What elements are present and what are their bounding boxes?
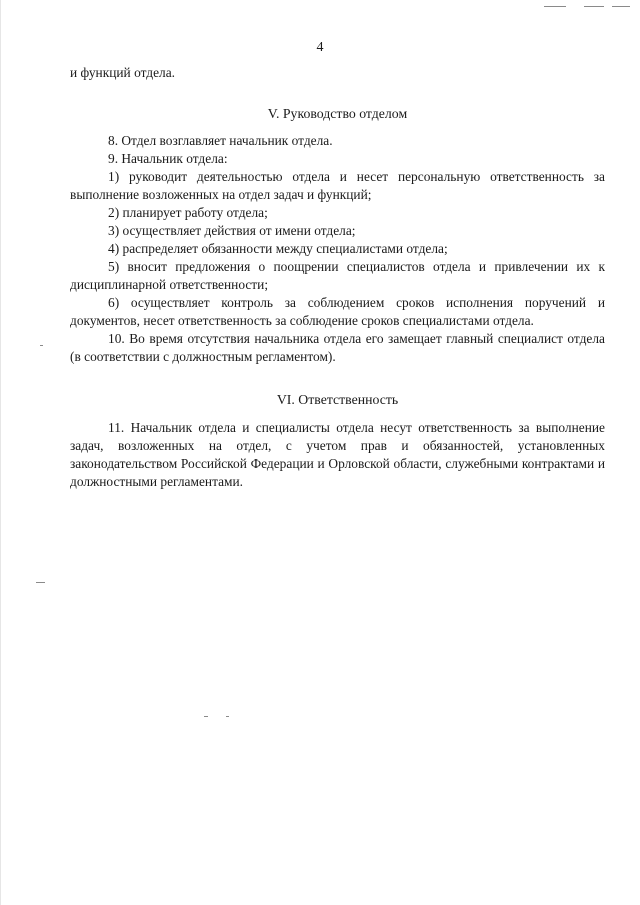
scan-edge: [0, 0, 1, 905]
scan-artifact: [612, 6, 630, 7]
section-heading-vi: VI. Ответственность: [276, 392, 399, 407]
scan-artifact: [40, 345, 43, 346]
paragraph-9: 9. Начальник отдела:: [108, 151, 228, 166]
scan-artifact: [226, 716, 229, 717]
document-body: [70, 64, 605, 491]
paragraph-8: 8. Отдел возглавляет начальник отдела.: [108, 133, 333, 148]
scan-artifact: [584, 6, 604, 7]
continuation-text: и функций отдела.: [70, 65, 175, 80]
paragraph-9-5: 5) вносит предложения о поощрении специалистов отдела и привлечении их к дисциплинарной ответственности;: [70, 259, 605, 292]
scan-artifact: [544, 6, 566, 7]
paragraph-9-2: 2) планирует работу отдела;: [108, 205, 268, 220]
scan-artifact: [36, 582, 45, 583]
section-heading-v: V. Руководство отделом: [267, 106, 408, 121]
paragraph-10: 10. Во время отсутствия начальника отдела его замещает главный специалист отдела (в соответствии с должностным регламентом).: [70, 331, 605, 364]
page-number: 4: [316, 40, 324, 55]
paragraph-9-1: 1) руководит деятельностью отдела и несет персональную ответственность за выполнение возложенных на отдел задач и функций;: [70, 169, 605, 202]
paragraph-9-3: 3) осуществляет действия от имени отдела;: [108, 223, 356, 238]
paragraph-11: 11. Начальник отдела и специалисты отдела несут ответственность за выполнение задач, возложенных на отдел, с учетом прав и обязанностей, установленных законодательством Российской Федерации и Орловской области, служебными контрактами и должностными регламентами.: [70, 420, 605, 489]
scan-artifact: [204, 716, 208, 717]
paragraph-9-6: 6) осуществляет контроль за соблюдением сроков исполнения поручений и документов, несет ответственность за соблюдение сроков специалистами отдела.: [70, 295, 605, 328]
paragraph-9-4: 4) распределяет обязанности между специалистами отдела;: [108, 241, 448, 256]
